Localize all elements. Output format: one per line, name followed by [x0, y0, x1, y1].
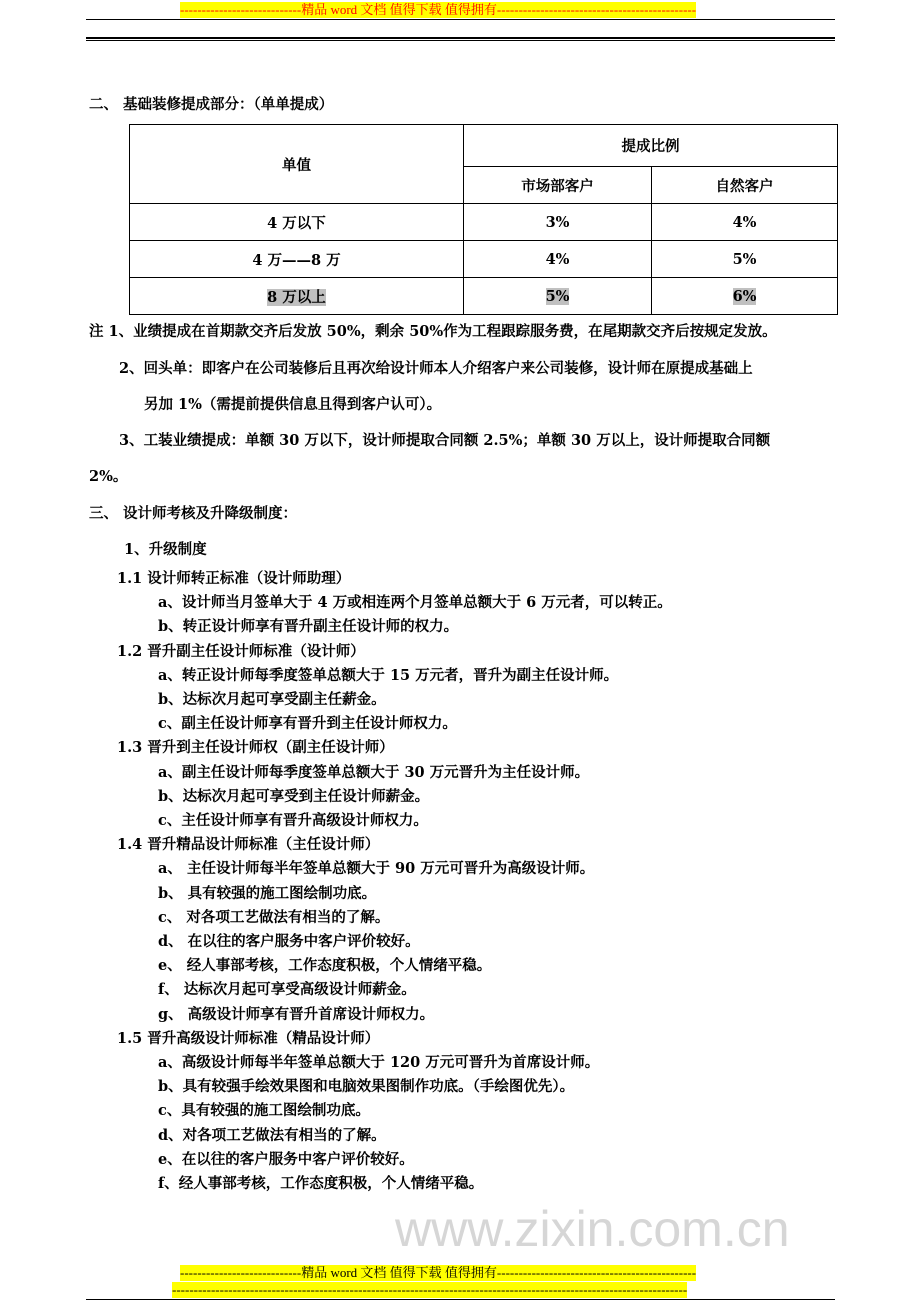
cell-market — [464, 278, 652, 315]
header-double-rule-2 — [86, 40, 835, 41]
rule-heading: 1.2 晋升副主任设计师标准（设计师） — [117, 642, 365, 660]
col-header-natural: 自然客户 — [652, 167, 838, 204]
table-row — [130, 241, 838, 278]
rule-item: c、主任设计师享有晋升高级设计师权力。 — [158, 812, 428, 829]
cell-value — [130, 278, 464, 315]
rule-item: d、 在以往的客户服务中客户评价较好。 — [158, 933, 420, 950]
rule-item: c、具有较强的施工图绘制功底。 — [158, 1102, 370, 1120]
col-header-ratio: 提成比例 — [464, 125, 838, 167]
cell-natural — [652, 278, 838, 315]
rule-item: a、设计师当月签单大于 4 万或相连两个月签单总额大于 6 万元者，可以转正。 — [158, 594, 672, 612]
rule-item: e、在以往的客户服务中客户评价较好。 — [158, 1150, 414, 1168]
table-row — [130, 204, 838, 241]
col-header-market: 市场部客户 — [464, 167, 652, 204]
highlighted-text: 6% — [732, 287, 757, 305]
section-2-heading: 二、 基础装修提成部分：（单单提成） — [89, 96, 334, 113]
rule-item: c、副主任设计师享有晋升到主任设计师权力。 — [158, 715, 457, 733]
cell-natural: 4% — [652, 204, 838, 241]
header-banner: ----------------------------精品 word 文档 值得下载 值得拥有---------------------------------------------- — [180, 2, 697, 17]
watermark: www.zixin.com.cn — [395, 1201, 790, 1257]
rule-item: b、达标次月起可享受到主任设计师薪金。 — [158, 787, 430, 805]
rule-item: d、对各项工艺做法有相当的了解。 — [158, 1126, 386, 1144]
col-header-value: 单值 — [130, 125, 464, 204]
note-3: 3、工装业绩提成：单额 30 万以下，设计师提取合同额 2.5%；单额 30 万以上，设计师提取合同额 — [119, 432, 771, 449]
note-1: 注 1、业绩提成在首期款交齐后发放 50%，剩余 50%作为工程跟踪服务费，在尾期款交齐后按规定发放。 — [89, 323, 777, 340]
note-2: 2、回头单：即客户在公司装修后且再次给设计师本人介绍客户来公司装修，设计师在原提成基础上 — [119, 360, 753, 377]
rule-item: a、副主任设计师每季度签单总额大于 30 万元晋升为主任设计师。 — [158, 763, 590, 781]
highlighted-text: 8 万以上 — [267, 288, 326, 306]
cell-natural: 5% — [652, 241, 838, 278]
cell-market: 3% — [464, 204, 652, 241]
footer-rule — [86, 1299, 835, 1300]
commission-table — [129, 124, 838, 315]
footer-dashes: ----------------------------------------------------------------------------------------------------------------------- — [172, 1282, 688, 1297]
rule-heading: 1.1 设计师转正标准（设计师助理） — [117, 570, 351, 587]
highlighted-text: 5% — [545, 287, 570, 305]
header-double-rule — [86, 37, 835, 39]
rule-item: c、 对各项工艺做法有相当的了解。 — [158, 908, 390, 926]
section-3-heading: 三、 设计师考核及升降级制度： — [89, 505, 298, 522]
rule-item: f、经人事部考核，工作态度积极，个人情绪平稳。 — [158, 1175, 484, 1192]
rule-item: b、达标次月起可享受副主任薪金。 — [158, 691, 386, 708]
note-2-cont: 另加 1%（需提前提供信息且得到客户认可）。 — [144, 396, 442, 413]
rule-heading: 1.3 晋升到主任设计师权（副主任设计师） — [117, 739, 394, 757]
rule-item: e、 经人事部考核，工作态度积极，个人情绪平稳。 — [158, 957, 492, 975]
rule-item: f、 达标次月起可享受高级设计师薪金。 — [158, 981, 416, 999]
cell-value: 4 万以下 — [130, 204, 464, 241]
rule-item: b、具有较强手绘效果图和电脑效果图制作功底。（手绘图优先）。 — [158, 1078, 575, 1096]
rule-heading: 1.5 晋升高级设计师标准（精品设计师） — [117, 1029, 380, 1047]
rule-item: a、 主任设计师每半年签单总额大于 90 万元可晋升为高级设计师。 — [158, 860, 595, 878]
header-rule — [86, 19, 835, 20]
cell-market: 4% — [464, 241, 652, 278]
upgrade-subheading: 1、升级制度 — [124, 541, 207, 558]
rule-item: a、转正设计师每季度签单总额大于 15 万元者，晋升为副主任设计师。 — [158, 666, 619, 684]
table-row — [130, 278, 838, 315]
rule-item: b、 具有较强的施工图绘制功底。 — [158, 884, 377, 902]
rule-item: b、转正设计师享有晋升副主任设计师的权力。 — [158, 618, 459, 636]
rule-item: g、 高级设计师享有晋升首席设计师权力。 — [158, 1005, 435, 1023]
cell-value: 4 万——8 万 — [130, 241, 464, 278]
rule-heading: 1.4 晋升精品设计师标准（主任设计师） — [117, 836, 380, 854]
footer-banner: ----------------------------精品 word 文档 值得下载 值得拥有---------------------------------------------- — [180, 1265, 697, 1280]
note-3-cont: 2%。 — [89, 468, 128, 485]
rule-item: a、高级设计师每半年签单总额大于 120 万元可晋升为首席设计师。 — [158, 1054, 600, 1071]
